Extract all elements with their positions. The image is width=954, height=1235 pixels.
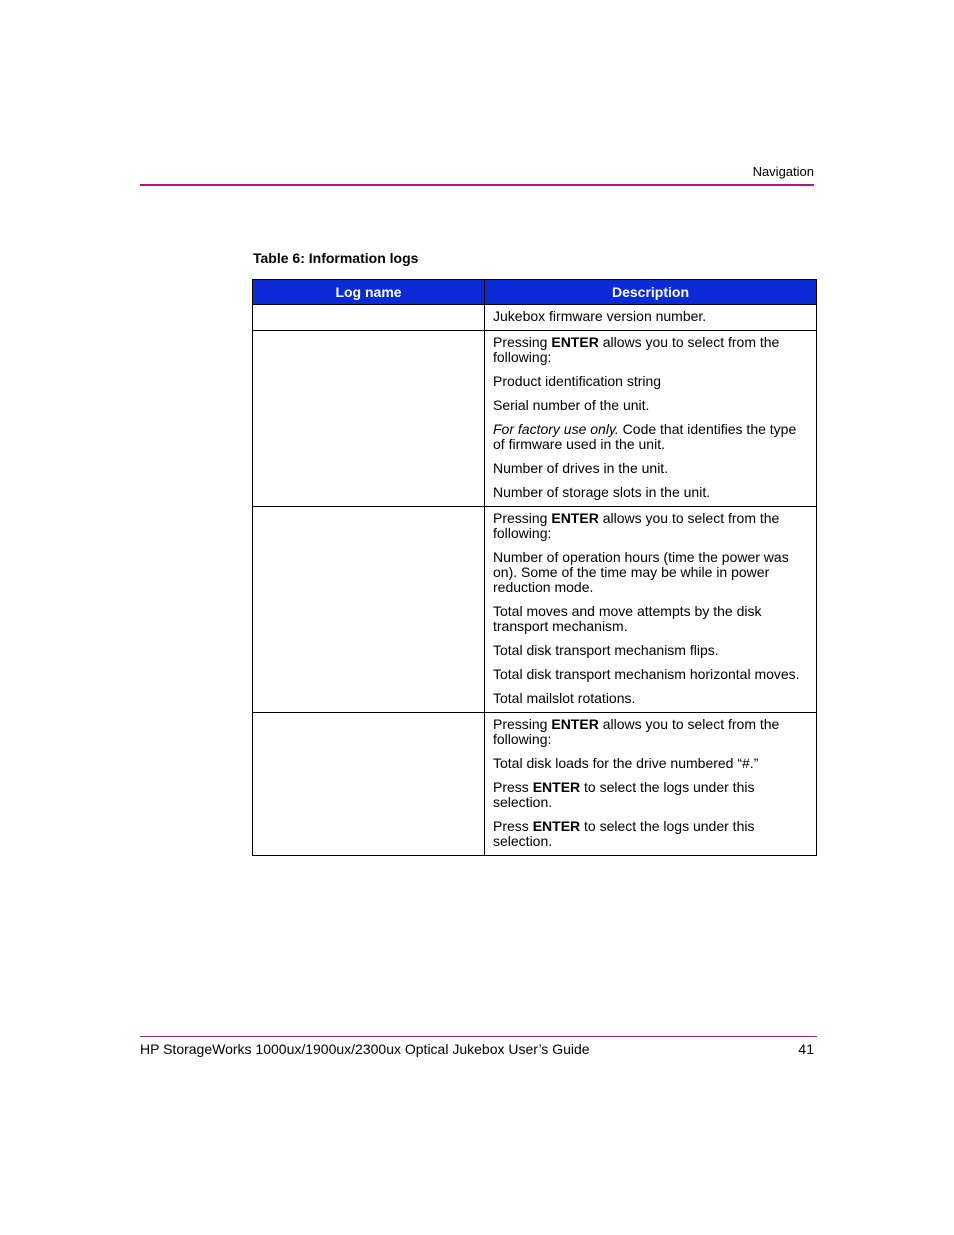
text-run: Press: [493, 779, 533, 795]
log-name-cell: [253, 331, 485, 507]
text-run: Code that identifies the type of firmware used in the unit.: [493, 421, 797, 452]
text-run: Pressing: [493, 334, 552, 350]
description-paragraph: [493, 335, 808, 365]
description-paragraph: [493, 485, 808, 500]
text-run: Total moves and move attempts by the disk transport mechanism.: [493, 603, 762, 634]
description-paragraph: [493, 717, 808, 747]
log-name-cell: [253, 507, 485, 713]
text-run: Number of operation hours (time the power was on). Some of the time may be while in power reduction mode.: [493, 549, 789, 595]
description-cell: [485, 305, 817, 331]
key-name: ENTER: [551, 716, 599, 732]
key-name: ENTER: [532, 779, 581, 795]
table-body: [253, 305, 817, 856]
description-paragraph: [493, 550, 808, 595]
description-paragraph: [493, 374, 808, 389]
description-paragraph: [493, 398, 808, 413]
text-run: to select the logs under this selection.: [493, 818, 755, 849]
running-header: Navigation: [752, 164, 814, 179]
description-cell: [485, 507, 817, 713]
description-paragraph: [493, 604, 808, 634]
text-run: Number of storage slots in the unit.: [493, 484, 711, 500]
key-name: ENTER: [532, 818, 581, 834]
text-run: Number of drives in the unit.: [493, 460, 669, 476]
text-run: Total disk transport mechanism flips.: [493, 642, 719, 658]
description-cell: [485, 331, 817, 507]
description-paragraph: [493, 756, 808, 771]
description-paragraph: [493, 511, 808, 541]
text-run: Press: [493, 818, 533, 834]
text-run: Serial number of the unit.: [493, 397, 650, 413]
table-row: [253, 305, 817, 331]
table-row: [253, 507, 817, 713]
text-run: Jukebox firmware version number.: [493, 308, 707, 324]
footer-rule: [140, 1036, 817, 1037]
table-caption: Table 6: Information logs: [253, 250, 419, 266]
description-cell: [485, 713, 817, 856]
key-name: ENTER: [551, 510, 599, 526]
text-run: Total disk loads for the drive numbered “#.”: [493, 755, 759, 771]
description-paragraph: [493, 667, 808, 682]
information-logs-table: [252, 279, 817, 856]
description-paragraph: [493, 309, 808, 324]
text-run: Pressing: [493, 716, 552, 732]
text-run: allows you to select from the following:: [493, 716, 780, 747]
description-paragraph: [493, 691, 808, 706]
text-run: Total disk transport mechanism horizontal moves.: [493, 666, 800, 682]
footer-title: HP StorageWorks 1000ux/1900ux/2300ux Optical Jukebox User’s Guide: [140, 1041, 590, 1057]
column-header-log-name: Log name: [253, 280, 485, 305]
description-paragraph: [493, 643, 808, 658]
description-paragraph: [493, 819, 808, 849]
table-header-row: [253, 280, 817, 305]
table-row: [253, 713, 817, 856]
table-row: [253, 331, 817, 507]
header-rule: [140, 184, 814, 186]
text-run: Product identification string: [493, 373, 662, 389]
description-paragraph: [493, 422, 808, 452]
description-paragraph: [493, 780, 808, 810]
log-name-cell: [253, 305, 485, 331]
description-paragraph: [493, 461, 808, 476]
key-name: ENTER: [551, 334, 599, 350]
log-name-cell: [253, 713, 485, 856]
text-run: allows you to select from the following:: [493, 334, 780, 365]
column-header-description: Description: [485, 280, 817, 305]
page-number: 41: [798, 1041, 814, 1057]
emphasis-text: For factory use only.: [493, 421, 619, 437]
text-run: allows you to select from the following:: [493, 510, 780, 541]
text-run: to select the logs under this selection.: [493, 779, 755, 810]
text-run: Pressing: [493, 510, 552, 526]
text-run: Total mailslot rotations.: [493, 690, 636, 706]
